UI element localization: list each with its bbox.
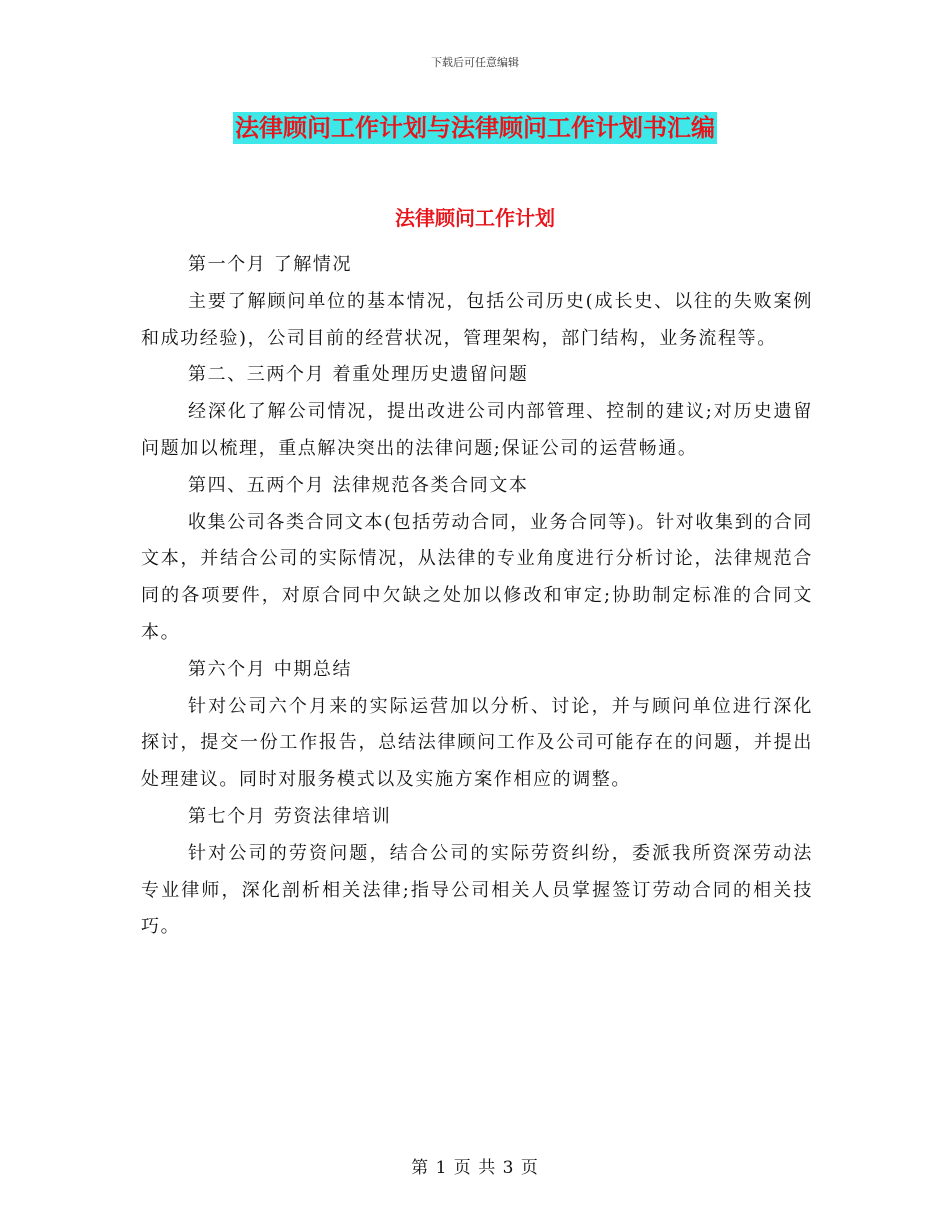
document-body <box>141 247 813 946</box>
heading-month-4-5: 第四、五两个月 法律规范各类合同文本 <box>188 474 529 496</box>
heading-month-7: 第七个月 劳资法律培训 <box>188 805 392 827</box>
paragraph-month-4-5: 收集公司各类合同文本(包括劳动合同，业务合同等)。针对收集到的合同文本，并结合公司的实际情况，从法律的专业角度进行分析讨论，法律规范合同的各项要件，对原合同中欠缺之处加以修改和审定;协助制定标准的合同文本。 <box>141 511 813 643</box>
section-title: 法律顾问工作计划 <box>395 206 555 230</box>
heading-month-2-3: 第二、三两个月 着重处理历史遗留问题 <box>188 364 529 386</box>
header-note: 下载后可任意编辑 <box>431 56 519 69</box>
paragraph-month-1: 主要了解顾问单位的基本情况，包括公司历史(成长史、以往的失败案例和成功经验)，公司目前的经营状况，管理架构，部门结构，业务流程等。 <box>141 290 813 349</box>
document-title-container <box>0 112 950 144</box>
document-title: 法律顾问工作计划与法律顾问工作计划书汇编 <box>235 114 715 142</box>
heading-month-1: 第一个月 了解情况 <box>188 254 353 275</box>
paragraph-month-7: 针对公司的劳资问题，结合公司的实际劳资纠纷，委派我所资深劳动法专业律师，深化剖析相关法律;指导公司相关人员掌握签订劳动合同的相关技巧。 <box>141 842 813 938</box>
heading-month-6: 第六个月 中期总结 <box>188 658 353 680</box>
paragraph-month-6: 针对公司六个月来的实际运营加以分析、讨论，并与顾问单位进行深化探讨，提交一份工作报告，总结法律顾问工作及公司可能存在的问题，并提出处理建议。同时对服务模式以及实施方案作相应的调整。 <box>141 695 813 791</box>
page-number-footer: 第 1 页 共 3 页 <box>411 1158 539 1178</box>
paragraph-month-2-3: 经深化了解公司情况，提出改进公司内部管理、控制的建议;对历史遗留问题加以梳理，重点解决突出的法律问题;保证公司的运营畅通。 <box>141 401 813 459</box>
